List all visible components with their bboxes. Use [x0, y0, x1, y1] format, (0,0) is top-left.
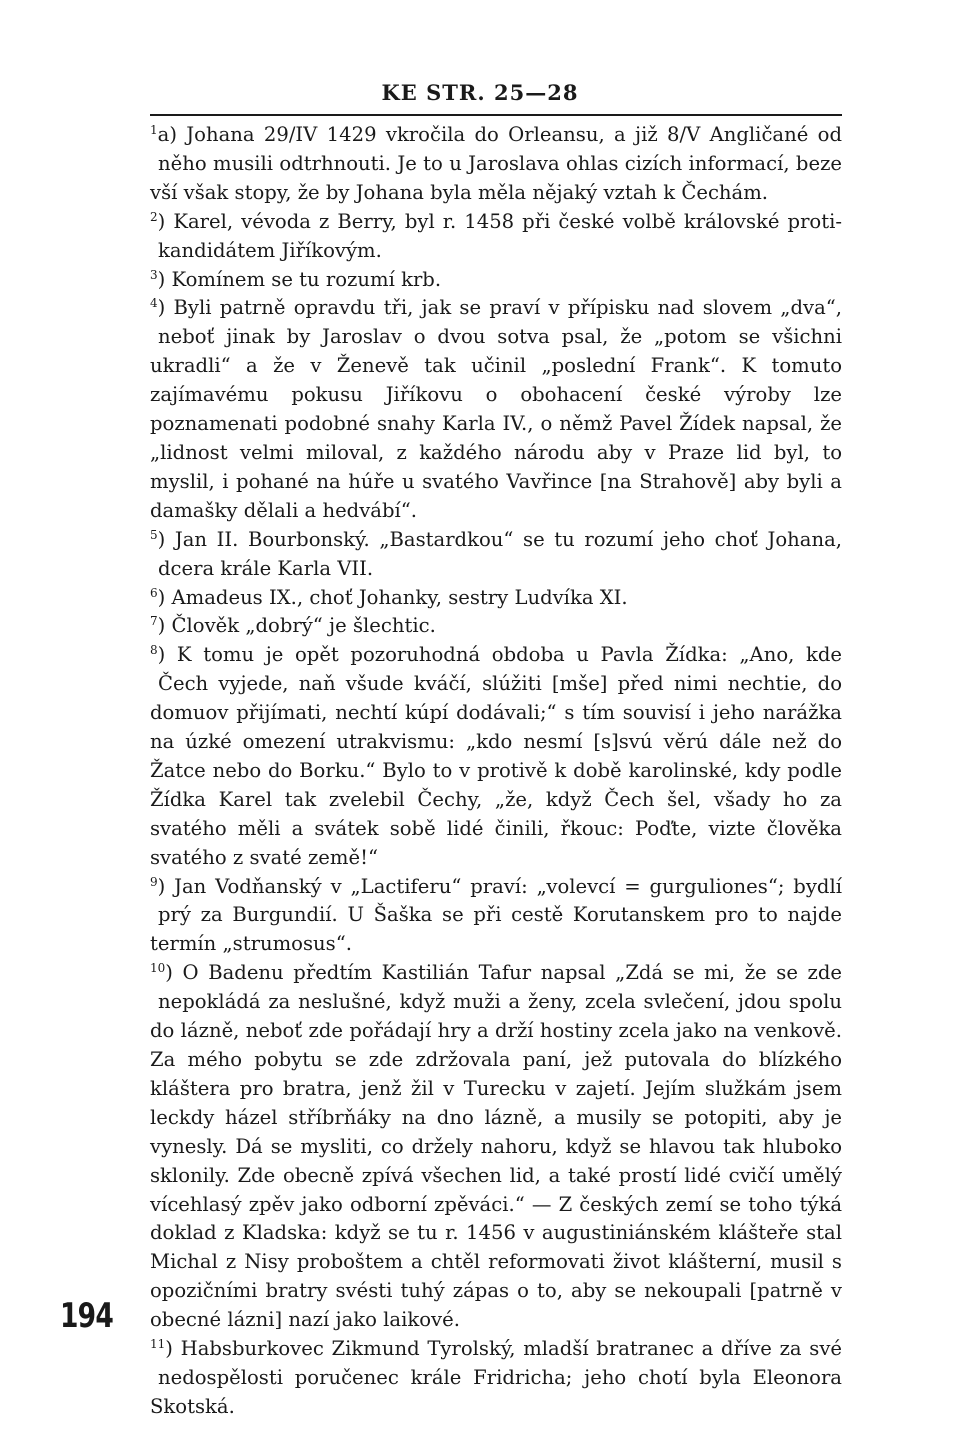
footnote-first-line: a) Johana 29/IV 1429 vkročila do Orleansu, a již 8/V Angličané od — [157, 123, 842, 146]
running-header: KE STR. 25—28 — [381, 80, 579, 105]
footnote-first-line: ) Byli patrně opravdu tři, jak se praví v přípisku nad slovem „dva“, — [157, 296, 842, 320]
footnotes — [150, 121, 842, 1422]
footnote-3 — [150, 266, 842, 295]
footnote-text: neboť jinak by Jaroslav o dvou sotva psal, že „potom se všichni ukradli“ a že v Ženevě tak učinil „poslední Frank“. K tomuto zajímavému pokusu Jiříkovu o obohacení české výroby lze poznamenati podobné snahy Karla IV., o němž Pavel Žídek napsal, že „lidnost velmi miloval, z každého národu aby v Praze lid byl, to myslil, i pohané na húře u svatého Vavřince [na Strahově] aby byli a damašky dělali a hedvábí“. — [150, 325, 842, 522]
footnote-text: nepokládá za neslušné, když muži a ženy, zcela svlečení, jdou spolu do lázně, neboť zde pořádají hry a drží hostiny zcela jako na venkově. Za mého pobytu se zde zdržovala paní, jež putovala do blízkého kláštera pro bratra, jenž žil v Turecku v zajetí. Jejím služkám jsem leckdy házel stříbrňáky na dno lázně, a musily se potopiti, aby je vynesly. Dá se mysliti, co držely nahoru, když se hlavou tak hluboko sklonily. Zde obecně zpívá všechen lid, a také prostí lidé cvičí umělý vícehlasý zpěv jako odborní zpěváci.“ — Z českých zemí se toho týká doklad z Kladska: když se tu r. 1456 v augustiniánském klášteře stal Michal z Nisy proboštem a chtěl reformovati život klášterní, musil s opozičními bratry svésti tuhý zápas o to, aby se nekoupali [patrně v obecné lázni] nazí jako laikové. — [150, 990, 842, 1332]
footnote-first-line: ) Amadeus IX., choť Johanky, sestry Ludvíka XI. — [157, 585, 628, 609]
footnote-first-line: ) Člověk „dobrý“ je šlechtic. — [157, 614, 436, 638]
footnote-mark: 2 — [150, 209, 158, 224]
header-rule — [150, 114, 842, 116]
footnote-first-line: ) Habsburkovec Zikmund Tyrolský, mladší bratranec a dříve za své — [165, 1337, 842, 1361]
footnote-mark: 11 — [150, 1337, 166, 1352]
footnote-text: dcera krále Karla VII. — [158, 556, 374, 580]
footnote-text: něho musili odtrhnouti. Je to u Jaroslava ohlas cizích informací, beze vší však stopy, že by Johana byla měla nějaký vztah k Čechám. — [150, 151, 842, 204]
footnote-mark: 7 — [150, 614, 158, 629]
footnote-text: prý za Burgundií. U Šaška se při cestě Korutanskem pro to najde termín „strumosus“. — [150, 903, 842, 956]
footnote-6 — [150, 584, 842, 613]
footnote-mark: 4 — [150, 296, 158, 311]
footnote-mark: 10 — [150, 961, 166, 976]
footnote-text: Čech vyjede, naň všude kváčí, slúžiti [mše] před nimi nechtie, do domuov přijímati, nechtí kúpí dodávali;“ s tím souvisí i jeho narážka na úzké omezení utrakvismu: „kdo nesmí [s]svú věrú dále než do Žatce nebo do Borku.“ Bylo to v protivě k době karolinské, kdy podle Žídka Karel tak zvelebil Čechy, „že, když Čech šel, všady ho za svatého měli a svátek sobě lidé činili, řkouc: Poďte, vizte člověka svatého z svaté země!“ — [150, 672, 842, 869]
footnote-mark: 5 — [150, 527, 158, 542]
footnote-first-line: ) Jan Vodňanský v „Lactiferu“ praví: „volevcí = gurguliones“; bydlí — [157, 874, 842, 898]
footnote-first-line: ) Jan II. Bourbonský. „Bastardkou“ se tu rozumí jeho choť Johana, — [157, 527, 842, 551]
footnote-2 — [150, 208, 842, 266]
footnote-1 — [150, 121, 842, 208]
footnote-10 — [150, 959, 842, 1335]
footnote-first-line: ) K tomu je opět pozoruhodná obdoba u Pavla Žídka: „Ano, kde — [157, 643, 842, 667]
footnote-7 — [150, 612, 842, 641]
footnote-text: kandidátem Jiříkovým. — [158, 238, 382, 262]
footnote-5 — [150, 526, 842, 584]
footnote-first-line: ) Karel, vévoda z Berry, byl r. 1458 při české volbě královské proti- — [157, 209, 842, 233]
footnote-4 — [150, 294, 842, 525]
page-number: 194 — [60, 1296, 114, 1336]
footnote-mark: 1 — [150, 123, 158, 137]
footnote-9 — [150, 873, 842, 960]
footnote-11 — [150, 1335, 842, 1422]
footnote-mark: 3 — [150, 267, 158, 282]
footnote-text: nedospělosti poručenec krále Fridricha; jeho chotí byla Eleonora Skotská. — [150, 1365, 842, 1418]
footnote-mark: 9 — [150, 874, 158, 889]
footnote-first-line: ) O Badenu předtím Kastilián Tafur napsal „Zdá se mi, že se zde — [165, 961, 842, 985]
footnote-first-line: ) Komínem se tu rozumí krb. — [157, 267, 442, 291]
footnote-mark: 8 — [150, 643, 158, 658]
footnote-mark: 6 — [150, 585, 158, 600]
footnote-8 — [150, 641, 842, 872]
